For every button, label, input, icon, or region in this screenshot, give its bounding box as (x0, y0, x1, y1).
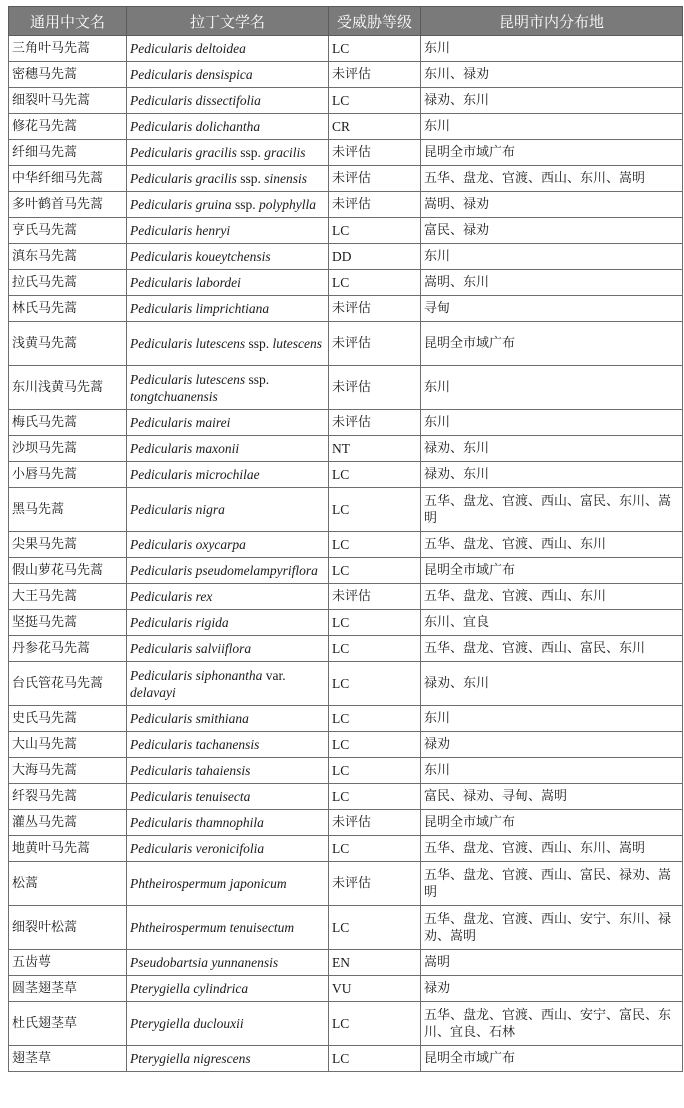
chinese-name-cell: 尖果马先蒿 (9, 532, 127, 558)
threat-level-cell: 未评估 (329, 862, 421, 906)
latin-binomial: Pedicularis rex (130, 589, 213, 604)
threat-level-cell: LC (329, 1002, 421, 1046)
latin-name-cell (127, 296, 329, 322)
latin-binomial: Pedicularis labordei (130, 275, 241, 290)
threat-level-cell: LC (329, 732, 421, 758)
threat-level-cell: LC (329, 488, 421, 532)
chinese-name-cell: 五齿萼 (9, 950, 127, 976)
distribution-cell: 寻甸 (421, 296, 683, 322)
latin-binomial: Pedicularis lutescens (130, 336, 246, 351)
header-latin-name: 拉丁文学名 (127, 7, 329, 36)
latin-binomial: Pedicularis koueytchensis (130, 249, 271, 264)
latin-name-cell (127, 140, 329, 166)
threat-level-cell: 未评估 (329, 192, 421, 218)
latin-name-cell (127, 758, 329, 784)
table-row (9, 462, 683, 488)
latin-name-cell (127, 862, 329, 906)
threat-level-cell: 未评估 (329, 62, 421, 88)
distribution-cell: 禄劝、东川 (421, 88, 683, 114)
threat-level-cell: VU (329, 976, 421, 1002)
threat-level-cell: LC (329, 88, 421, 114)
distribution-cell: 嵩明、东川 (421, 270, 683, 296)
table-row (9, 1046, 683, 1072)
latin-rank: var. (265, 667, 286, 683)
distribution-cell: 禄劝、东川 (421, 462, 683, 488)
latin-binomial: Pedicularis dolichantha (130, 119, 261, 134)
latin-infraspecific: tongtchuanensis (130, 388, 218, 404)
chinese-name-cell: 拉氏马先蒿 (9, 270, 127, 296)
chinese-name-cell: 地黄叶马先蒿 (9, 836, 127, 862)
latin-binomial: Pterygiella cylindrica (130, 981, 249, 996)
latin-name-cell (127, 950, 329, 976)
latin-name-cell (127, 88, 329, 114)
threat-level-cell: LC (329, 532, 421, 558)
distribution-cell: 东川、禄劝 (421, 62, 683, 88)
latin-name-cell (127, 784, 329, 810)
distribution-cell: 嵩明、禄劝 (421, 192, 683, 218)
table-row (9, 166, 683, 192)
latin-infraspecific: gracilis (264, 145, 306, 160)
chinese-name-cell: 翅茎草 (9, 1046, 127, 1072)
table-row (9, 322, 683, 366)
table-row (9, 610, 683, 636)
table-row (9, 976, 683, 1002)
distribution-cell: 昆明全市域广布 (421, 1046, 683, 1072)
table-row (9, 862, 683, 906)
table-row (9, 1002, 683, 1046)
threat-level-cell: 未评估 (329, 366, 421, 410)
chinese-name-cell: 密穗马先蒿 (9, 62, 127, 88)
table-row (9, 836, 683, 862)
latin-name-cell (127, 976, 329, 1002)
distribution-cell: 五华、盘龙、官渡、西山、东川 (421, 532, 683, 558)
table-row (9, 62, 683, 88)
distribution-cell: 富民、禄劝 (421, 218, 683, 244)
latin-name-cell (127, 706, 329, 732)
latin-name-cell (127, 366, 329, 410)
table-row (9, 270, 683, 296)
latin-binomial: Pedicularis microchilae (130, 467, 260, 482)
distribution-cell: 嵩明 (421, 950, 683, 976)
latin-binomial: Pedicularis veronicifolia (130, 841, 265, 856)
chinese-name-cell: 细裂叶马先蒿 (9, 88, 127, 114)
latin-binomial: Pseudobartsia yunnanensis (130, 955, 279, 970)
chinese-name-cell: 黑马先蒿 (9, 488, 127, 532)
header-chinese-name: 通用中文名 (9, 7, 127, 36)
chinese-name-cell: 灌丛马先蒿 (9, 810, 127, 836)
latin-name-cell (127, 218, 329, 244)
species-table (8, 6, 683, 1072)
threat-level-cell: LC (329, 558, 421, 584)
latin-binomial: Phtheirospermum japonicum (130, 876, 287, 891)
table-row (9, 218, 683, 244)
latin-binomial: Pedicularis maxonii (130, 441, 240, 456)
latin-name-cell (127, 410, 329, 436)
latin-rank: ssp. (240, 171, 261, 186)
chinese-name-cell: 纤裂马先蒿 (9, 784, 127, 810)
chinese-name-cell: 大王马先蒿 (9, 584, 127, 610)
distribution-cell: 东川 (421, 706, 683, 732)
table-row (9, 410, 683, 436)
latin-name-cell (127, 114, 329, 140)
threat-level-cell: 未评估 (329, 166, 421, 192)
distribution-cell: 禄劝 (421, 732, 683, 758)
threat-level-cell: CR (329, 114, 421, 140)
latin-infraspecific: delavayi (130, 684, 176, 700)
threat-level-cell: LC (329, 1046, 421, 1072)
table-row (9, 906, 683, 950)
distribution-cell: 富民、禄劝、寻甸、嵩明 (421, 784, 683, 810)
latin-binomial: Pedicularis pseudomelampyriflora (130, 563, 318, 578)
threat-level-cell: DD (329, 244, 421, 270)
latin-binomial: Pedicularis henryi (130, 223, 231, 238)
latin-rank: ssp. (235, 197, 256, 212)
latin-binomial: Pedicularis nigra (130, 502, 225, 517)
distribution-cell: 禄劝、东川 (421, 436, 683, 462)
latin-binomial: Pedicularis oxycarpa (130, 537, 246, 552)
table-row (9, 88, 683, 114)
threat-level-cell: LC (329, 784, 421, 810)
latin-name-cell (127, 732, 329, 758)
latin-binomial: Pedicularis densispica (130, 67, 253, 82)
chinese-name-cell: 坚挺马先蒿 (9, 610, 127, 636)
table-row (9, 114, 683, 140)
header-threat-level: 受威胁等级 (329, 7, 421, 36)
latin-binomial: Pedicularis deltoidea (130, 41, 246, 56)
header-distribution: 昆明市内分布地 (421, 7, 683, 36)
distribution-cell: 东川 (421, 758, 683, 784)
latin-name-cell (127, 166, 329, 192)
table-row (9, 436, 683, 462)
threat-level-cell: NT (329, 436, 421, 462)
latin-binomial: Pedicularis smithiana (130, 711, 249, 726)
threat-level-cell: LC (329, 906, 421, 950)
latin-binomial: Pedicularis rigida (130, 615, 229, 630)
chinese-name-cell: 三角叶马先蒿 (9, 36, 127, 62)
latin-name-cell (127, 906, 329, 950)
distribution-cell: 昆明全市域广布 (421, 810, 683, 836)
table-row (9, 558, 683, 584)
chinese-name-cell: 梅氏马先蒿 (9, 410, 127, 436)
latin-binomial: Pedicularis tenuisecta (130, 789, 251, 804)
threat-level-cell: 未评估 (329, 140, 421, 166)
chinese-name-cell: 滇东马先蒿 (9, 244, 127, 270)
threat-level-cell: LC (329, 36, 421, 62)
chinese-name-cell: 松蒿 (9, 862, 127, 906)
latin-name-cell (127, 436, 329, 462)
latin-binomial: Phtheirospermum tenuisectum (130, 920, 295, 935)
chinese-name-cell: 浅黄马先蒿 (9, 322, 127, 366)
chinese-name-cell: 丹参花马先蒿 (9, 636, 127, 662)
chinese-name-cell: 大海马先蒿 (9, 758, 127, 784)
distribution-cell: 东川 (421, 244, 683, 270)
distribution-cell: 东川、宜良 (421, 610, 683, 636)
latin-name-cell (127, 836, 329, 862)
table-row (9, 662, 683, 706)
latin-binomial: Pedicularis siphonantha (130, 667, 263, 683)
chinese-name-cell: 台氏管花马先蒿 (9, 662, 127, 706)
distribution-cell: 五华、盘龙、官渡、西山、富民、东川 (421, 636, 683, 662)
chinese-name-cell: 假山萝花马先蒿 (9, 558, 127, 584)
distribution-cell: 禄劝 (421, 976, 683, 1002)
distribution-cell: 五华、盘龙、官渡、西山、东川、嵩明 (421, 836, 683, 862)
distribution-cell: 昆明全市域广布 (421, 140, 683, 166)
latin-binomial: Pedicularis gruina (130, 197, 232, 212)
chinese-name-cell: 林氏马先蒿 (9, 296, 127, 322)
latin-rank: ssp. (240, 145, 261, 160)
latin-binomial: Pedicularis mairei (130, 415, 231, 430)
latin-name-cell (127, 610, 329, 636)
latin-name-cell (127, 244, 329, 270)
table-row (9, 244, 683, 270)
table-row (9, 488, 683, 532)
latin-name-cell (127, 270, 329, 296)
chinese-name-cell: 小唇马先蒿 (9, 462, 127, 488)
latin-binomial: Pedicularis salviiflora (130, 641, 252, 656)
threat-level-cell: EN (329, 950, 421, 976)
chinese-name-cell: 纤细马先蒿 (9, 140, 127, 166)
latin-name-cell (127, 558, 329, 584)
table-row (9, 140, 683, 166)
threat-level-cell: LC (329, 636, 421, 662)
table-row (9, 296, 683, 322)
chinese-name-cell: 圆茎翅茎草 (9, 976, 127, 1002)
distribution-cell: 五华、盘龙、官渡、西山、安宁、富民、东川、宜良、石林 (421, 1002, 683, 1046)
latin-name-cell (127, 636, 329, 662)
latin-rank: ssp. (248, 336, 270, 351)
chinese-name-cell: 多叶鹤首马先蒿 (9, 192, 127, 218)
table-row (9, 192, 683, 218)
distribution-cell: 昆明全市域广布 (421, 558, 683, 584)
distribution-cell: 东川 (421, 410, 683, 436)
threat-level-cell: LC (329, 610, 421, 636)
latin-binomial: Pedicularis tachanensis (130, 737, 260, 752)
latin-binomial: Pterygiella duclouxii (130, 1016, 244, 1031)
chinese-name-cell: 东川浅黄马先蒿 (9, 366, 127, 410)
table-row (9, 366, 683, 410)
latin-binomial: Pedicularis dissectifolia (130, 93, 261, 108)
threat-level-cell: LC (329, 836, 421, 862)
distribution-cell: 五华、盘龙、官渡、西山、东川、嵩明 (421, 166, 683, 192)
latin-infraspecific: polyphylla (259, 197, 317, 212)
latin-name-cell (127, 192, 329, 218)
threat-level-cell: LC (329, 758, 421, 784)
distribution-cell: 五华、盘龙、官渡、西山、东川 (421, 584, 683, 610)
latin-name-cell (127, 662, 329, 706)
threat-level-cell: LC (329, 706, 421, 732)
latin-name-cell (127, 532, 329, 558)
table-row (9, 532, 683, 558)
table-row (9, 950, 683, 976)
latin-name-cell (127, 488, 329, 532)
latin-binomial: Pedicularis gracilis (130, 171, 237, 186)
table-row (9, 36, 683, 62)
latin-name-cell (127, 1046, 329, 1072)
latin-name-cell (127, 1002, 329, 1046)
latin-name-cell (127, 62, 329, 88)
table-body (9, 36, 683, 1072)
chinese-name-cell: 沙坝马先蒿 (9, 436, 127, 462)
latin-name-cell (127, 462, 329, 488)
table-row (9, 758, 683, 784)
chinese-name-cell: 细裂叶松蒿 (9, 906, 127, 950)
distribution-cell: 五华、盘龙、官渡、西山、富民、禄劝、嵩明 (421, 862, 683, 906)
chinese-name-cell: 亨氏马先蒿 (9, 218, 127, 244)
chinese-name-cell: 大山马先蒿 (9, 732, 127, 758)
chinese-name-cell: 史氏马先蒿 (9, 706, 127, 732)
table-row (9, 810, 683, 836)
distribution-cell: 东川 (421, 36, 683, 62)
threat-level-cell: LC (329, 662, 421, 706)
latin-binomial: Pedicularis tahaiensis (130, 763, 251, 778)
latin-infraspecific: sinensis (264, 171, 308, 186)
distribution-cell: 东川 (421, 366, 683, 410)
distribution-cell: 东川 (421, 114, 683, 140)
distribution-cell: 昆明全市域广布 (421, 322, 683, 366)
table-row (9, 784, 683, 810)
threat-level-cell: LC (329, 462, 421, 488)
table-row (9, 732, 683, 758)
threat-level-cell: 未评估 (329, 410, 421, 436)
table-row (9, 636, 683, 662)
table-row (9, 584, 683, 610)
latin-binomial: Pterygiella nigrescens (130, 1051, 251, 1066)
latin-name-cell (127, 584, 329, 610)
threat-level-cell: LC (329, 218, 421, 244)
chinese-name-cell: 中华纤细马先蒿 (9, 166, 127, 192)
threat-level-cell: 未评估 (329, 584, 421, 610)
distribution-cell: 五华、盘龙、官渡、西山、富民、东川、嵩明 (421, 488, 683, 532)
latin-binomial: Pedicularis lutescens (130, 371, 246, 387)
table-row (9, 706, 683, 732)
chinese-name-cell: 杜氏翅茎草 (9, 1002, 127, 1046)
latin-infraspecific: lutescens (272, 336, 322, 351)
threat-level-cell: LC (329, 270, 421, 296)
header-row (9, 7, 683, 36)
latin-name-cell (127, 810, 329, 836)
latin-binomial: Pedicularis thamnophila (130, 815, 264, 830)
latin-name-cell (127, 322, 329, 366)
latin-name-cell (127, 36, 329, 62)
chinese-name-cell: 修花马先蒿 (9, 114, 127, 140)
distribution-cell: 五华、盘龙、官渡、西山、安宁、东川、禄劝、嵩明 (421, 906, 683, 950)
latin-binomial: Pedicularis gracilis (130, 145, 237, 160)
distribution-cell: 禄劝、东川 (421, 662, 683, 706)
threat-level-cell: 未评估 (329, 296, 421, 322)
latin-binomial: Pedicularis limprichtiana (130, 301, 270, 316)
threat-level-cell: 未评估 (329, 810, 421, 836)
latin-rank: ssp. (248, 371, 270, 387)
threat-level-cell: 未评估 (329, 322, 421, 366)
